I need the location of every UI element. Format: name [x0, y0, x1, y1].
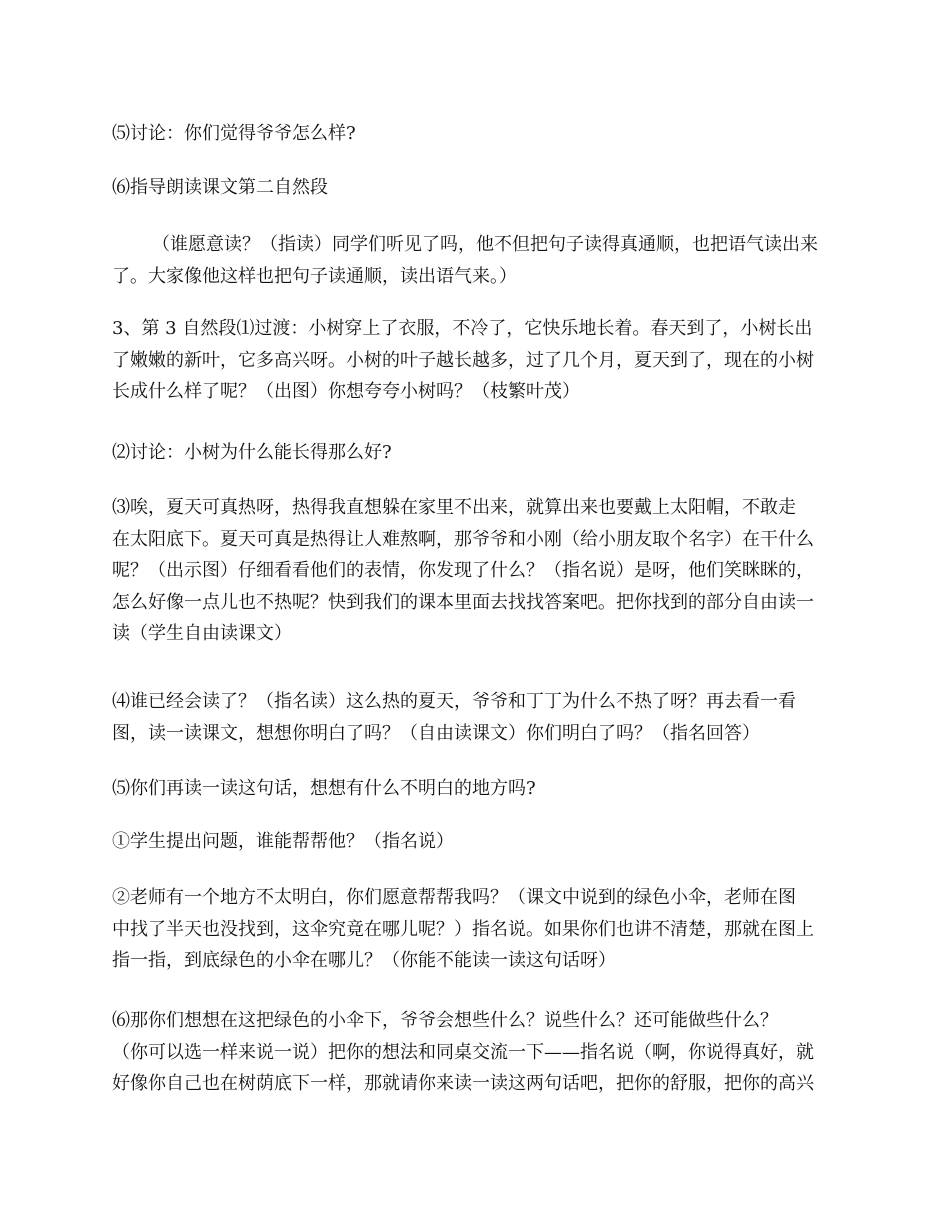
text-line: 长成什么样了呢？（出图）你想夸夸小树吗？（枝繁叶茂）	[112, 381, 580, 402]
text-line: 图，读一读课文，想想你明白了吗？（自由读课文）你们明白了吗？（指名回答）	[112, 722, 760, 744]
paragraph-discussion-grandpa	[112, 118, 842, 150]
text-line: ⑸讨论：你们觉得爷爷怎么样?	[112, 123, 356, 144]
text-line: 呢？（出示图）仔细看看他们的表情，你发现了什么？（指名说）是呀，他们笑眯眯的，	[112, 560, 814, 581]
paragraph-reading-guide	[112, 172, 842, 204]
paragraph-who-can-read	[112, 686, 842, 749]
text-line: ⑶唉，夏天可真热呀，热得我直想躲在家里不出来，就算出来也要戴上太阳帽，不敢走	[112, 497, 796, 518]
text-line: ①学生提出问题，谁能帮帮他？（指名说）	[112, 831, 454, 852]
text-line: ⑹那你们想想在这把绿色的小伞下，爷爷会想些什么？说些什么？还可能做些什么？	[112, 1010, 778, 1031]
text-line: ⑹指导朗读课文第二自然段	[112, 177, 328, 198]
text-line: 中找了半天也没找到，这伞究竟在哪儿呢？）指名说。如果你们也讲不清楚，那就在图上	[112, 918, 814, 940]
text-line: 读（学生自由读课文）	[112, 623, 292, 644]
paragraph-green-umbrella	[112, 882, 842, 977]
text-line: ②老师有一个地方不太明白，你们愿意帮帮我吗？（课文中说到的绿色小伞，老师在图	[112, 887, 796, 908]
text-line: 了嫩嫩的新叶，它多高兴呀。小树的叶子越长越多，过了几个月，夏天到了，现在的小树	[112, 349, 814, 371]
text-line: ⑷谁已经会读了？（指名读）这么热的夏天，爷爷和丁丁为什么不热了呀？再去看一看	[112, 691, 796, 712]
text-line: （你可以选一样来说一说）把你的想法和同桌交流一下——指名说（啊，你说得真好，就	[112, 1041, 814, 1063]
text-line: ⑸你们再读一读这句话，想想有什么不明白的地方吗?	[112, 778, 536, 799]
paragraph-who-reads	[112, 229, 842, 292]
paragraph-summer-heat	[112, 492, 842, 650]
text-line: （谁愿意读？（指读）同学们听见了吗，他不但把句子读得真通顺，也把语气读出来	[152, 234, 818, 255]
text-line: 好像你自己也在树荫底下一样，那就请你来读一读这两句话吧，把你的舒服，把你的高兴	[112, 1073, 814, 1094]
paragraph-student-questions	[112, 826, 842, 858]
text-line: 怎么好像一点儿也不热呢？快到我们的课本里面去找找答案吧。把你找到的部分自由读一	[112, 591, 814, 613]
text-line: 了。大家像他这样也把句子读通顺，读出语气来。）	[112, 265, 517, 287]
paragraph-read-again	[112, 773, 842, 805]
text-line: ⑵讨论：小树为什么能长得那么好?	[112, 442, 392, 463]
paragraph-under-umbrella	[112, 1005, 842, 1100]
text-line: 3、第 3 自然段⑴过渡：小树穿上了衣服，不冷了，它快乐地长着。春天到了，小树长出	[112, 318, 813, 339]
paragraph-section-3	[112, 313, 842, 408]
text-line: 指一指，到底绿色的小伞在哪儿？（你能不能读一读这句话呀）	[112, 950, 616, 971]
paragraph-discussion-tree	[112, 437, 842, 469]
text-line: 在太阳底下。夏天可真是热得让人难熬啊，那爷爷和小刚（给小朋友取个名字）在干什么	[112, 528, 814, 550]
